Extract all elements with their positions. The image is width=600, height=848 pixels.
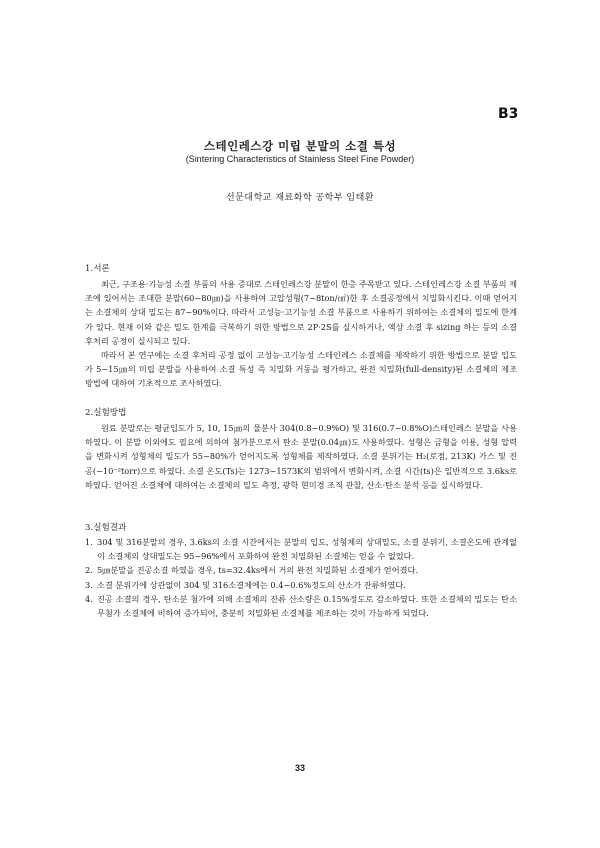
page-number: 33 (294, 763, 305, 773)
author-affiliation: 선문대학교 재료화학 공학부 임태환 (226, 193, 374, 203)
list-item-text: 5㎛분말을 진공소결 하였을 경우, ts=32.4ks에서 거의 완전 치밀화된 소결체가 얻어졌다. (97, 565, 419, 576)
section-heading: 3.실험결과 (85, 523, 127, 533)
list-item-number: 2. (85, 565, 93, 576)
paragraph: 최근, 구조용·기능성 소결 부품의 사용 증대로 스테인레스강 분말이 한층 주목받고 있다. 스테인레스강 소결 부품의 제조에 있어서는 조대한 분말(60~80㎛)을 사용하여 고압성형(7~8ton/㎠)한 후 소결공정에서 치밀화시킨다. 이때 얻어지는 소결체의 상대 밀도는 87~90%이다. 따라서 고성능·고기능성 소결 부품으로 사용하기 위하여는 소결체의 밀도에 한계가 있다. 현재 이와 같은 밀도 한계를 극복하기 위한 방법으로 2P·2S를 실시하거나, 액상 소결 후 sizing 하는 등의 소결 후처리 공정이 실시되고 있다. (85, 279, 517, 346)
list-item-text: 소결 분위기에 상관없이 304 및 316소결체에는 0.4~0.6%정도의 산소가 잔류하였다. (97, 579, 406, 590)
section-results (85, 521, 517, 620)
list-item-number: 4. (85, 593, 93, 604)
paper-title: 스테인레스강 미립 분말의 소결 특성 (203, 139, 397, 153)
list-item-text: 진공 소결의 경우, 탄소분 첨가에 의해 소결체의 잔류 산소량은 0.15%정도로 감소하였다. 또한 소결체의 밀도는 탄소 무첨가 소결체에 비하여 증가되어, 충분히 치밀화된 소결체를 제조하는 것이 가능하게 되었다. (97, 593, 517, 619)
list-item-text: 304 및 316분말의 경우, 3.6ks의 소결 시간에서는 분말의 입도, 성형체의 상대밀도, 소결 분위기, 소결온도에 관계없이 소결체의 상대밀도는 95~96%에서 포화하여 완전 치밀화된 소결체는 얻을 수 없었다. (97, 537, 517, 562)
list-item (85, 592, 517, 620)
paper-subtitle: (Sintering Characteristics of Stainless Steel Fine Powder) (185, 154, 415, 164)
list-item (85, 563, 517, 577)
list-item (85, 578, 517, 592)
list-item-number: 3. (85, 579, 93, 590)
section-experimental-method (85, 406, 517, 492)
paragraph: 따라서 본 연구에는 소결 후처리 공정 없이 고성능·고기능성 스테인레스 소결체를 제작하기 위한 방법으로 분말 입도가 5~15㎛의 미립 분말을 사용하여 소결 특성 즉 치밀화 거동을 평가하고, 완전 치밀화(full-density)된 소결체의 제조 방법에 대하여 기초적으로 조사하였다. (85, 350, 517, 389)
results-list (85, 535, 517, 620)
abstract-code: B3 (498, 106, 519, 122)
paragraph: 원료 분말로는 평균입도가 5, 10, 15㎛의 물분사 304(0.8~0.9%O) 및 316(0.7~0.8%O)스테인레스 분말을 사용하였다. 이 분말 이외에도 필요에 의하여 첨가분으로서 탄소 분말(0.04㎛)도 사용하였다. 성형은 금형을 이용, 성형 압력을 변화시켜 성형체의 밀도가 55~80%가 얻어지도록 성형체를 제작하였다. 소결 분위기는 H₂(로점, 213K) 가스 및 진공(~10⁻²torr)으로 하였다. 소결 온도(Ts)는 1273~1573K의 범위에서 변화시켜, 소결 시간(ts)은 일반적으로 3.6ks로 하였다. 얻어진 소결체에 대하여는 소결체의 밀도 측정, 광학 현미경 조직 관찰, 산소·탄소 분석 등을 실시하였다. (85, 423, 517, 490)
section-introduction (85, 262, 517, 391)
section-heading: 1.서론 (85, 264, 110, 274)
list-item (85, 535, 517, 563)
section-heading: 2.실험방법 (85, 408, 127, 418)
list-item-number: 1. (85, 537, 93, 547)
